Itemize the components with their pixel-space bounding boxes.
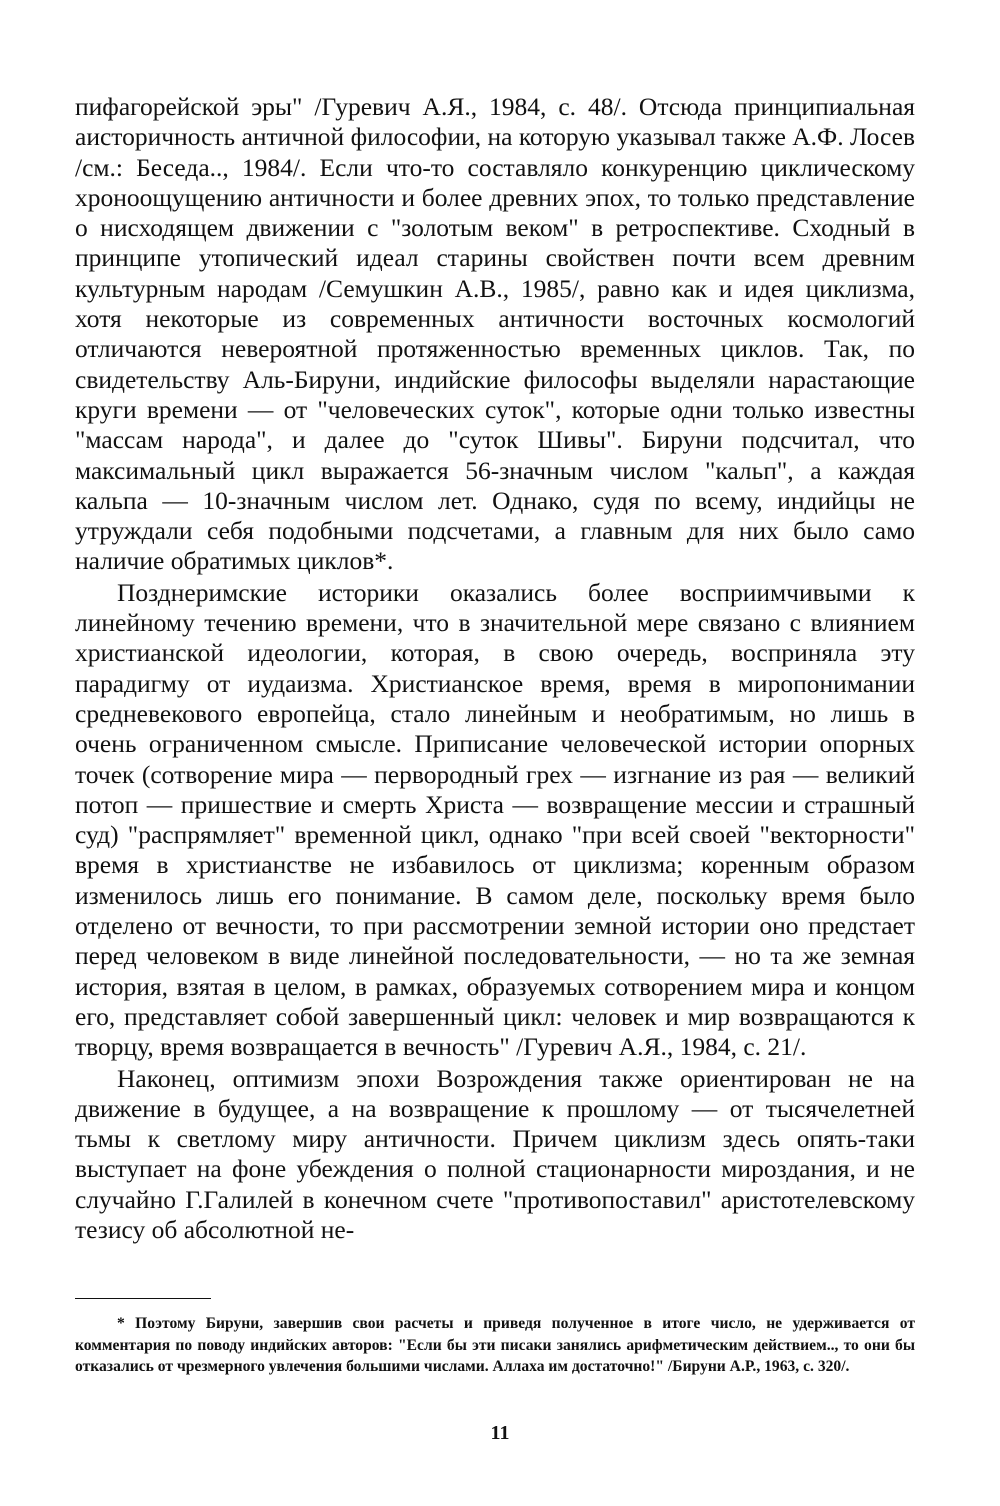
page-body — [75, 92, 915, 1245]
paragraph-2: Позднеримские историки оказались более восприимчивыми к линейному течению времени, что в значительной мере связано с влиянием христианской идеологии, которая, в свою очередь, восприняла эту парадигму от иудаизма. Христианское время, время в миропонимании средневекового европейца, стало линейным и необратимым, но лишь в очень ограниченном смысле. Приписание человеческой истории опорных точек (сотворение мира — первородный грех — изгнание из рая — великий потоп — пришествие и смерть Христа — возвращение мессии и страшный суд) "распрямляет" временной цикл, однако "при всей своей "векторности" время в христианстве не избавилось от циклизма; коренным образом изменилось лишь его понимание. В самом деле, поскольку время было отделено от вечности, то при рассмотрении земной истории оно предстает перед человеком в виде линейной последовательности, — но та же земная история, взятая в целом, в рамках, образуемых сотворением мира и концом его, представляет собой завершенный цикл: человек и мир возвращаются к творцу, время возвращается в вечность" /Гуревич А.Я., 1984, с. 21/. — [75, 577, 915, 1062]
paragraph-3: Наконец, оптимизм эпохи Возрождения также ориентирован не на движение в будущее, а на возвращение к прошлому — от тысячелетней тьмы к светлому миру античности. Причем циклизм здесь опять-таки выступает на фоне убеждения о полной стационарности мироздания, и не случайно Г.Галилей в конечном счете "противопоставил" аристотелевскому тезису об абсолютной не- — [75, 1063, 915, 1244]
footnote-block — [75, 1313, 915, 1378]
main-text — [75, 92, 915, 1245]
paragraph-1: пифагорейской эры" /Гуревич А.Я., 1984, с. 48/. Отсюда принципиальная аисторичность античной философии, на которую указывал также А.Ф. Лосев /см.: Беседа.., 1984/. Если что-то составляло конкуренцию циклическому хроноощущению античности и более древних эпох, то только представление о нисходящем движении с "золотым веком" в ретроспективе. Сходный в принципе утопический идеал старины свойствен почти всем древним культурным народам /Семушкин А.В., 1985/, равно как и идея циклизма, хотя некоторые из современных античности восточных космологий отличаются невероятной протяженностью временных циклов. Так, по свидетельству Аль-Бируни, индийские философы выделяли нарастающие круги времени — от "человеческих суток", которые одни только известны "массам народа", и далее до "суток Шивы". Бируни подсчитал, что максимальный цикл выражается 56-значным числом "кальп", а каждая кальпа — 10-значным числом лет. Однако, судя по всему, индийцы не утруждали себя подобными подсчетами, а главным для них было само наличие обратимых циклов*. — [75, 92, 915, 576]
page-number: 11 — [490, 1422, 510, 1444]
footnote-text: * Поэтому Бируни, завершив свои расчеты и приведя полученное в итоге число, не удерживается от комментария по поводу индийских авторов: "Если бы эти писаки занялись арифметическим действием.., то они бы отказались от чрезмерного увлечения большими числами. Аллаха им достаточно!" /Бируни А.Р., 1963, с. 320/. — [75, 1315, 915, 1375]
footnote-separator — [75, 1298, 211, 1299]
